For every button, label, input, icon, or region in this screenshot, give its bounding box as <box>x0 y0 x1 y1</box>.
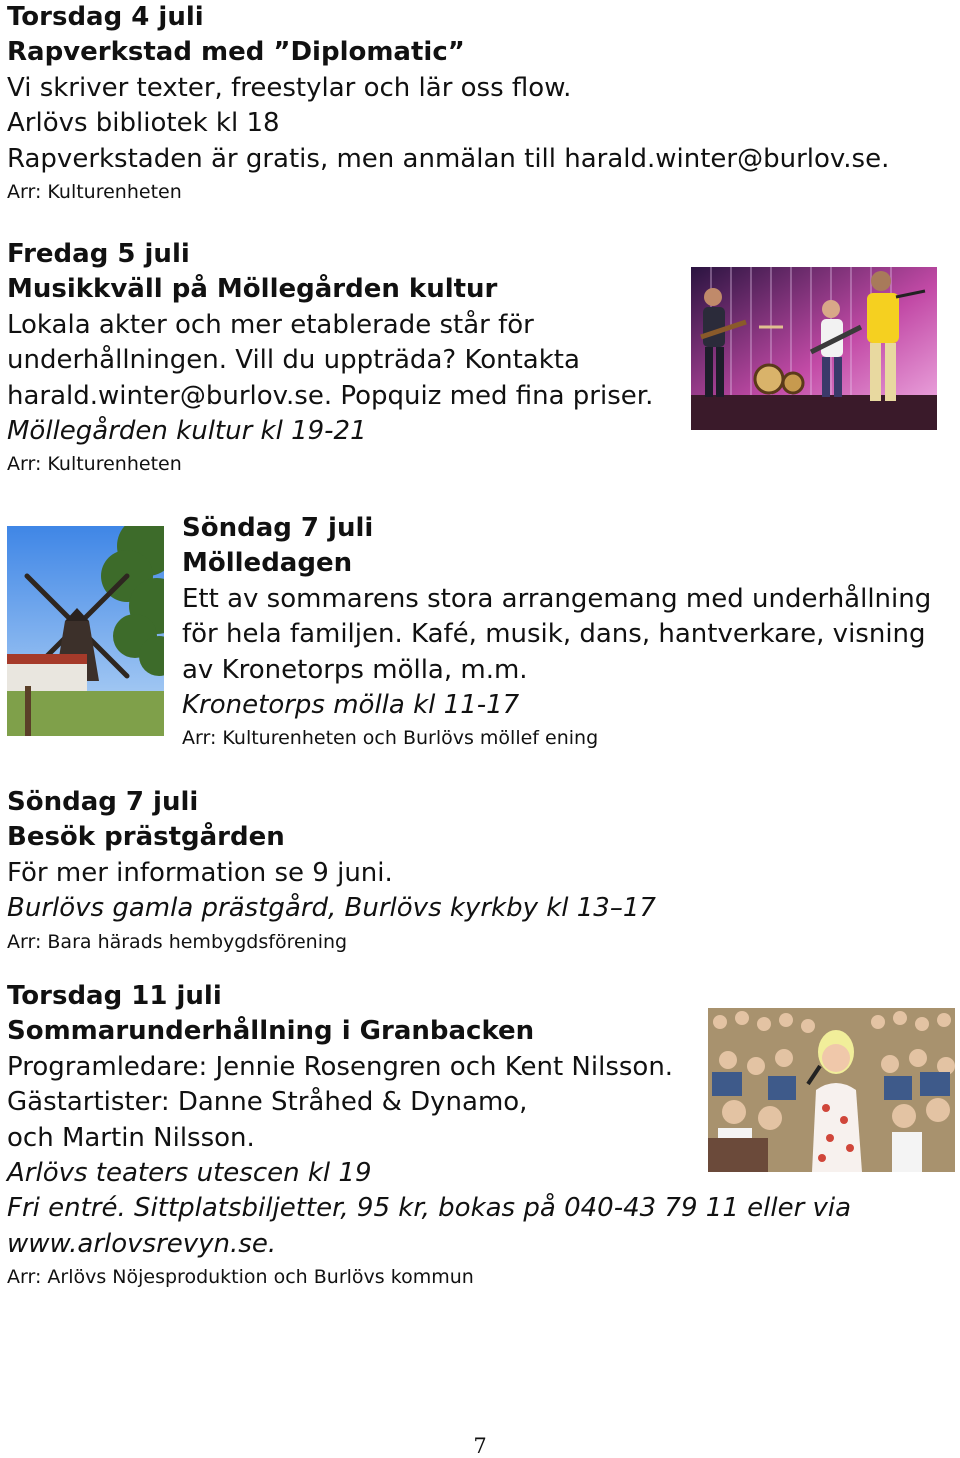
event-date: Torsdag 4 juli <box>7 2 204 32</box>
event-organizer: Arr: Bara härads hembygdsförening <box>7 930 348 953</box>
crowd-photo-drawing <box>708 1008 955 1172</box>
event-description-line: Vi skriver texter, freestylar och lär oss flow. <box>7 72 572 103</box>
event-description-line: underhållningen. Vill du uppträda? Kontakta <box>7 345 580 376</box>
event-place-time: Arlövs teaters utescen kl 19 <box>7 1158 372 1189</box>
event-date: Torsdag 11 juli <box>7 981 222 1011</box>
event-description-line: av Kronetorps mölla, m.m. <box>182 654 528 685</box>
event-place-time: Kronetorps mölla kl 11-17 <box>182 690 520 721</box>
event-title: Musikkväll på Möllegården kultur <box>7 274 498 305</box>
event-rapverkstad <box>7 0 889 207</box>
event-description-line: och Martin Nilsson. <box>7 1122 255 1153</box>
event-title: Sommarunderhållning i Granbacken <box>7 1016 535 1047</box>
event-description-line: För mer information se 9 juni. <box>7 857 393 888</box>
event-musikkvall <box>7 237 653 479</box>
event-molledagen <box>182 511 931 753</box>
band-photo-drawing <box>691 267 937 430</box>
event-description-line: harald.winter@burlov.se. Popquiz med fina priser. <box>7 380 654 411</box>
event-date: Söndag 7 juli <box>7 787 199 817</box>
windmill-photo-drawing <box>7 526 164 736</box>
event-date: Fredag 5 juli <box>7 239 190 269</box>
windmill-photo <box>7 526 164 736</box>
event-description-line: Rapverkstaden är gratis, men anmälan till harald.winter@burlov.se. <box>7 143 890 174</box>
event-description-line: Programledare: Jennie Rosengren och Kent Nilsson. <box>7 1051 674 1082</box>
crowd-photo <box>708 1008 955 1172</box>
event-extra-line: Fri entré. Sittplatsbiljetter, 95 kr, bokas på 040-43 79 11 eller via <box>7 1193 852 1224</box>
event-organizer: Arr: Kulturenheten och Burlövs möllef ening <box>182 727 599 750</box>
event-description-line: Gästartister: Danne Stråhed & Dynamo, <box>7 1087 528 1118</box>
event-description-line: Lokala akter och mer etablerade står för <box>7 309 534 340</box>
band-photo <box>691 267 937 430</box>
event-title: Mölledagen <box>182 548 353 579</box>
event-title: Rapverkstad med ”Diplomatic” <box>7 37 465 68</box>
event-description-line: för hela familjen. Kafé, musik, dans, hantverkare, visning <box>182 619 926 650</box>
event-place-time: Möllegården kultur kl 19-21 <box>7 416 367 447</box>
event-organizer: Arr: Kulturenheten <box>7 181 182 204</box>
event-description-line: Ett av sommarens stora arrangemang med underhållning <box>182 583 932 614</box>
event-extra-line: www.arlovsrevyn.se. <box>7 1228 277 1259</box>
event-organizer: Arr: Kulturenheten <box>7 453 182 476</box>
event-date: Söndag 7 juli <box>182 513 374 543</box>
event-description-line: Arlövs bibliotek kl 18 <box>7 108 280 139</box>
page-number: 7 <box>473 1434 487 1458</box>
event-organizer: Arr: Arlövs Nöjesproduktion och Burlövs kommun <box>7 1266 474 1289</box>
event-prastgarden <box>7 785 656 957</box>
event-title: Besök prästgården <box>7 822 285 853</box>
event-place-time: Burlövs gamla prästgård, Burlövs kyrkby kl 13–17 <box>7 893 656 924</box>
